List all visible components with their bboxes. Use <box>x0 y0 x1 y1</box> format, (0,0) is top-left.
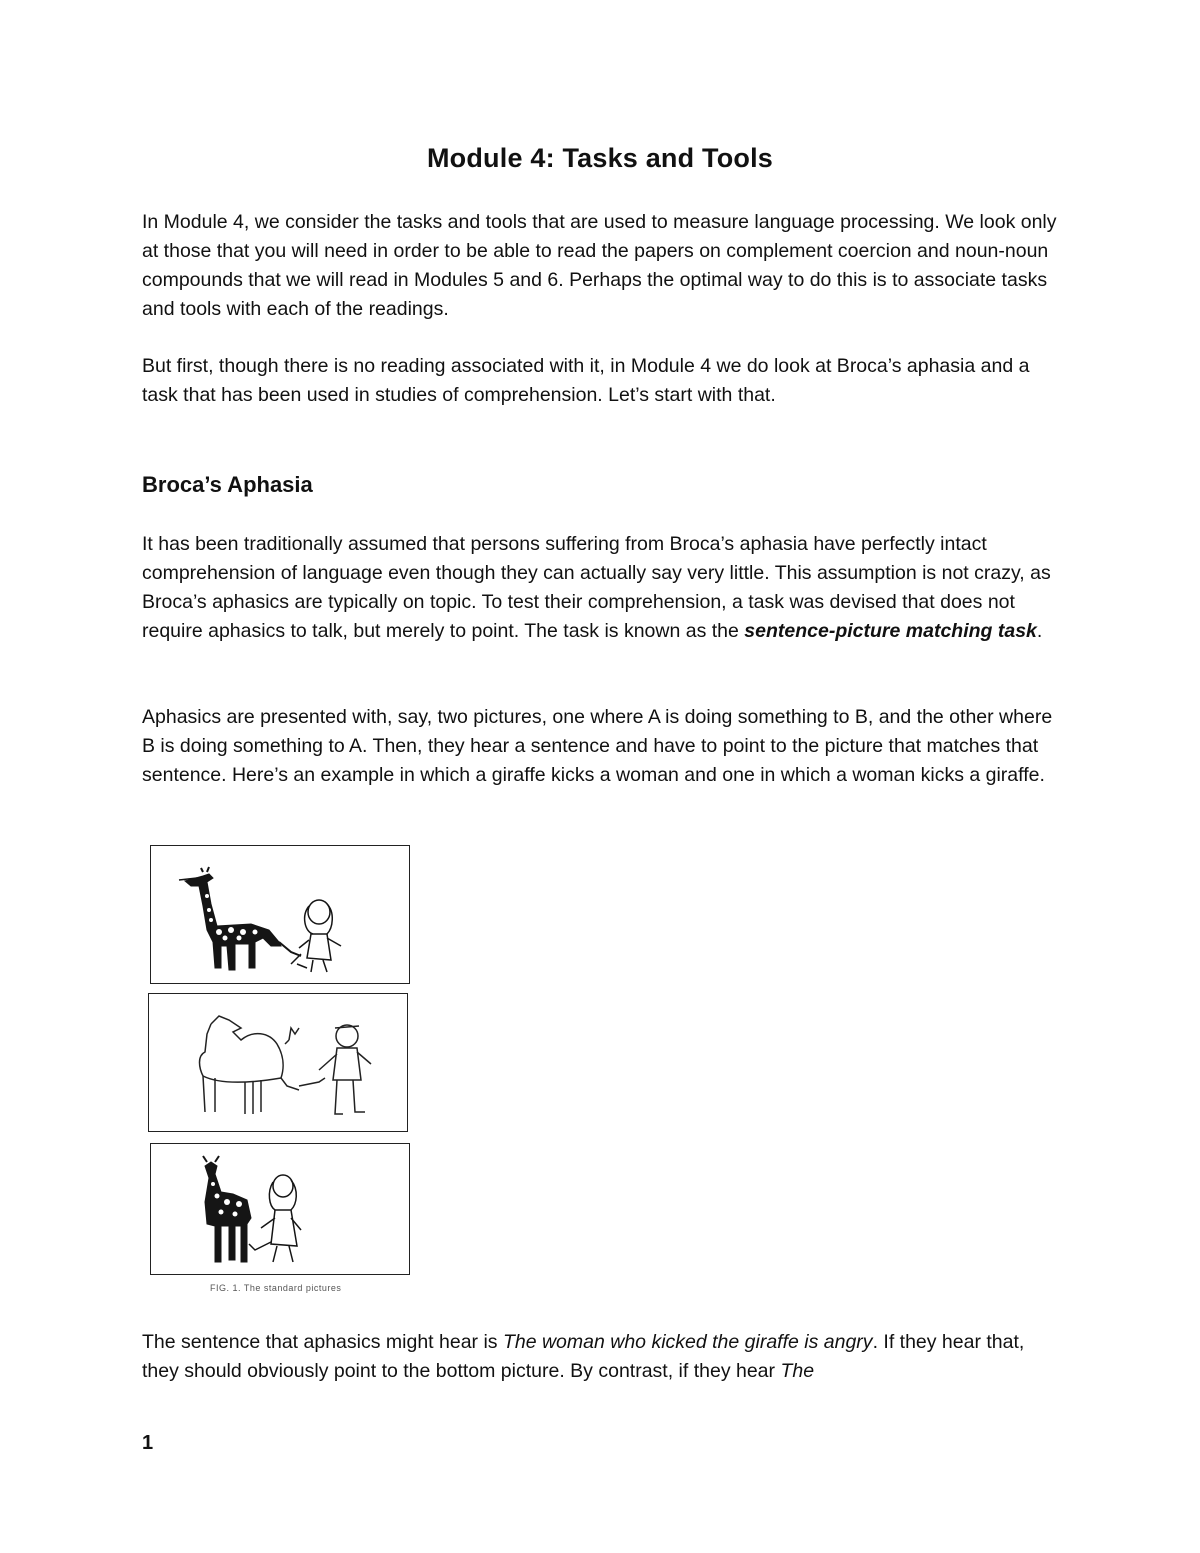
figure-caption: FIG. 1. The standard pictures <box>210 1283 342 1293</box>
second-paragraph: But first, though there is no reading associated with it, in Module 4 we do look at Broca’s aphasia and a task that has been used in studies of comprehension. Let’s start with that. <box>142 355 1030 406</box>
sentence-picture-figure <box>146 843 414 1293</box>
figure-panel-woman-kicks-giraffe <box>150 1143 410 1275</box>
intro-paragraph: In Module 4, we consider the tasks and tools that are used to measure language processing. We look only at those that you will need in order to be able to read the papers on complement coercion and noun-noun compounds that we will read in Modules 5 and 6. Perhaps the optimal way to do this is to associate tasks and tools with each of the readings. <box>142 211 1057 320</box>
section-paragraph-1-end: . <box>1036 620 1043 642</box>
woman-outline-icon <box>249 1175 301 1262</box>
task-term: sentence-picture matching task <box>744 620 1037 642</box>
final-paragraph <box>142 1328 1062 1386</box>
man-outline-icon <box>299 1025 371 1114</box>
final-paragraph-middle: . If they hear that, they should obviously point to the bottom picture. By contrast, if they hear <box>142 1331 1025 1382</box>
page-number: 1 <box>142 1432 154 1454</box>
giraffe-dark-icon <box>203 1156 251 1262</box>
example-sentence-1: The woman who kicked the giraffe is angry <box>502 1331 873 1353</box>
camel-kicks-man-drawing <box>149 994 407 1131</box>
section-paragraph-1 <box>142 530 1062 646</box>
section-heading: Broca’s Aphasia <box>142 472 313 497</box>
page-title: Module 4: Tasks and Tools <box>426 143 774 173</box>
giraffe-kicks-woman-drawing <box>151 846 409 983</box>
example-sentence-2: The <box>780 1360 815 1382</box>
woman-kicks-giraffe-drawing <box>151 1144 409 1274</box>
woman-outline-icon <box>291 900 341 972</box>
section-paragraph-1-text: It has been traditionally assumed that persons suffering from Broca’s aphasia have perfectly intact comprehension of language even though they can actually say very little. This assumption is not crazy, as Broca’s aphasics are typically on topic. To test their comprehension, a task was devised that does not require aphasics to talk, but merely to point. The task is known as the <box>142 533 1051 642</box>
figure-panel-camel-kicks-man <box>148 993 408 1132</box>
section-paragraph-2: Aphasics are presented with, say, two pictures, one where A is doing something to B, and the other where B is doing something to A. Then, they hear a sentence and have to point to the picture that matches that sentence. Here’s an example in which a giraffe kicks a woman and one in which a woman kicks a giraffe. <box>142 706 1053 786</box>
final-paragraph-start: The sentence that aphasics might hear is <box>142 1331 503 1353</box>
giraffe-dark-icon <box>179 867 301 970</box>
camel-outline-icon <box>200 1016 300 1114</box>
figure-panel-giraffe-kicks-woman <box>150 845 410 984</box>
